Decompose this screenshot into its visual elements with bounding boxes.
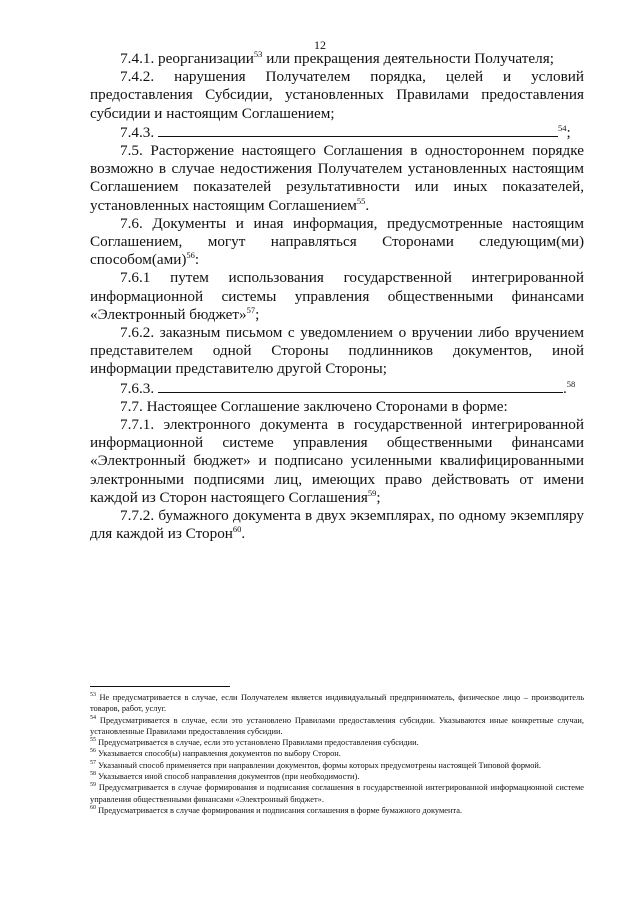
clause-7-6-2: 7.6.2. заказным письмом с уведомлением о вручении либо вручением представителем одной Стороны подлинников документов, иной информации представителю другой Стороны; bbox=[90, 324, 584, 378]
clause-7-6-3: 7.6.3. .$^{58}$ bbox=[120, 378, 576, 397]
clause-7-6-1: 7.6.1 путем использования государственной интегрированной информационной системы управления общественными финансами «Электронный бюджет»$^{57}$; bbox=[90, 269, 584, 323]
clause-7-4-3: 7.4.3. $^{54}$; bbox=[120, 122, 571, 141]
blank-line bbox=[158, 379, 563, 393]
clause-7-4-1: 7.4.1. реорганизации$^{53}$ или прекращения деятельности Получателя; bbox=[120, 48, 554, 67]
clause-7-7-2: 7.7.2. бумажного документа в двух экземплярах, по одному экземпляру для каждой из Сторон$^{60}$. bbox=[90, 507, 584, 543]
clause-7-4-2: 7.4.2. нарушения Получателем порядка, целей и условий предоставления Субсидии, установленных Правилами предоставления субсидии и настоящим Соглашением; bbox=[90, 68, 584, 122]
clause-7-6: 7.6. Документы и иная информация, предусмотренные настоящим Соглашением, могут направляться Сторонами следующим(ми) способом(ами)$^{56}$: bbox=[90, 214, 584, 269]
footnote: $^{59}$ Предусматривается в случае формирования и подписания соглашения в государственной интегрированной информационной системе управления общественными финансами «Электронный бюджет». bbox=[90, 782, 584, 804]
blank-line bbox=[158, 123, 558, 137]
clause-7-7: 7.7. Настоящее Соглашение заключено Сторонами в форме: bbox=[120, 397, 508, 415]
footnote: $^{55}$ Предусматривается в случае, если это установлено Правилами предоставления субсидии. bbox=[90, 737, 419, 748]
footnotes bbox=[90, 692, 584, 816]
page-number: 12 bbox=[314, 38, 326, 52]
footnote: $^{56}$ Указывается способ(ы) направления документов по выбору Сторон. bbox=[90, 748, 341, 759]
footnote: $^{60}$ Предусматривается в случае формирования и подписания соглашения в форме бумажного документа. bbox=[90, 805, 463, 815]
footnote: $^{54}$ Предусматривается в случае, если это установлено Правилами предоставления субсидии. Указываются иные конкретные случаи, установленные Правилами предоставления субсидии. bbox=[90, 714, 585, 736]
clause-7-5: 7.5. Расторжение настоящего Соглашения в одностороннем порядке возможно в случае недостижения Получателем установленных настоящим Соглашением показателей результативности или иных показателей, установленных настоящим Соглашением$^{55}$. bbox=[90, 142, 584, 214]
footnote: $^{58}$ Указывается иной способ направления документов (при необходимости). bbox=[90, 771, 360, 782]
footnote-divider bbox=[90, 686, 230, 687]
footnote: $^{57}$ Указанный способ применяется при направлении документов, формы которых предусмотрены настоящей Типовой формой. bbox=[90, 759, 541, 770]
clause-7-7-1: 7.7.1. электронного документа в государственной интегрированной информационной системе управления общественными финансами «Электронный бюджет» и подписано усиленными квалифицированными электронными подписями лиц, имеющих право действовать от имени каждой из Сторон настоящего Соглашения$^{59}$; bbox=[90, 416, 584, 506]
footnote: $^{53}$ Не предусматривается в случае, если Получателем является индивидуальный предприниматель, физическое лицо – производитель товаров, работ, услуг. bbox=[90, 692, 585, 714]
main-text bbox=[90, 50, 584, 543]
